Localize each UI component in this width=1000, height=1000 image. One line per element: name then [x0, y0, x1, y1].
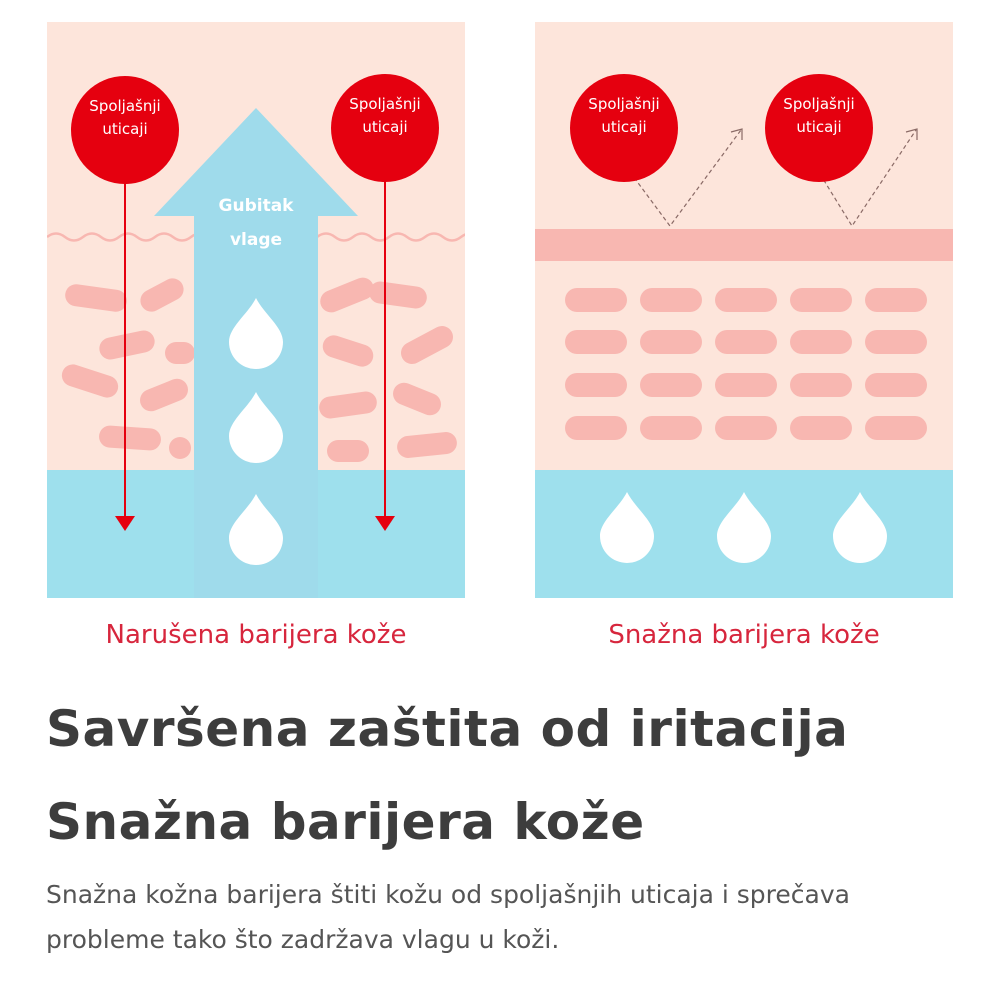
barrier-band	[535, 229, 953, 261]
headline-primary: Savršena zaštita od iritacija	[46, 700, 849, 758]
strong-barrier-panel	[535, 22, 953, 598]
strong-barrier-illustration	[535, 22, 953, 598]
damaged-barrier-caption: Narušena barijera kože	[105, 620, 407, 650]
circle-label-line2: uticaji	[102, 120, 148, 138]
circle-label-line1: Spoljašnji	[349, 95, 421, 113]
circle-label-line1: Spoljašnji	[89, 97, 161, 115]
arrow-label-line1: Gubitak	[218, 196, 294, 216]
circle-label-line1: Spoljašnji	[783, 95, 855, 113]
headline-secondary: Snažna barijera kože	[46, 793, 645, 851]
circle-label-line2: uticaji	[796, 118, 842, 136]
circle-label-line2: uticaji	[362, 118, 408, 136]
circle-label-line1: Spoljašnji	[588, 95, 660, 113]
description-text: Snažna kožna barijera štiti kožu od spoljašnjih uticaja i sprečava probleme tako što zadržava vlagu u koži.	[46, 880, 850, 954]
arrow-label-line2: vlage	[229, 230, 283, 250]
circle-label-line2: uticaji	[601, 118, 647, 136]
strong-barrier-caption: Snažna barijera kože	[608, 620, 880, 650]
damaged-barrier-panel	[47, 22, 465, 598]
damaged-barrier-illustration	[47, 22, 465, 598]
